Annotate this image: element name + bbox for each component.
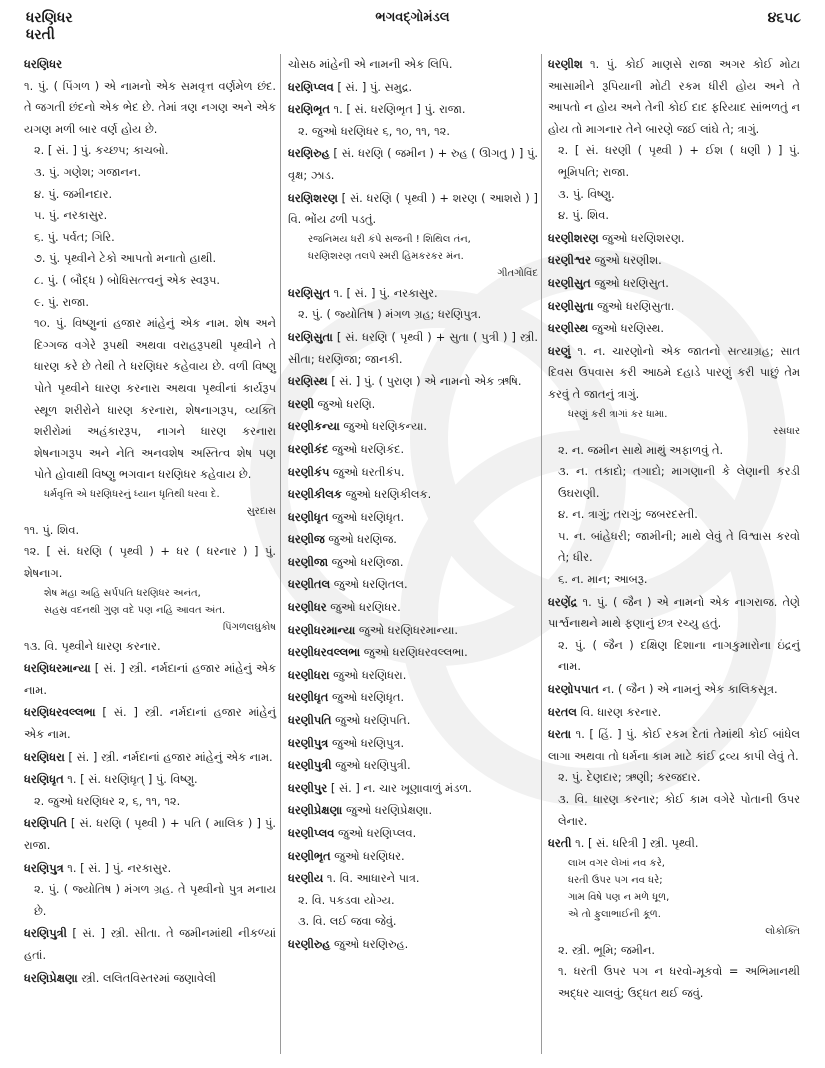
definition: [ સં. ] સ્ત્રી. સીતા. તે જમીનમાંથી નીકળ્યાં હતાં. <box>24 926 276 962</box>
headword: ધરણિભૃત <box>288 102 330 117</box>
headword: ધરણિધર <box>24 57 62 71</box>
entry-line <box>548 679 800 701</box>
definition: જુઓ ધરણિકન્યા. <box>343 419 428 434</box>
headword: ધરણીભૃત <box>288 848 331 863</box>
dictionary-entry <box>288 462 538 484</box>
entry-line <box>288 188 538 231</box>
headword: ધરણીધર <box>288 600 327 615</box>
headword: ધરણીધૃત <box>288 509 329 524</box>
entry-line <box>288 552 538 574</box>
dictionary-entry <box>288 77 538 99</box>
headword: ધરણિધરા <box>24 749 65 764</box>
entry-line <box>288 778 538 800</box>
definition: ૧. [ સં. ધરણિધૃત્ ] પું. વિષ્ણુ. <box>67 772 198 787</box>
headword: ધરણિસ્થ <box>288 374 328 389</box>
dictionary-entry <box>288 868 538 933</box>
headword: ધરણીકીલક <box>288 487 342 502</box>
quotation-line: ધરણું કરી ત્રાગાં કર ધામા. <box>568 408 668 420</box>
sense: ૨. સ્ત્રી. ભૂમિ; જમીન. <box>558 942 656 957</box>
headword: ધરણીય <box>288 871 324 886</box>
dictionary-entry <box>288 642 538 664</box>
headword: ધરણિપ્લવ <box>288 79 334 94</box>
dictionary-entry <box>288 552 538 574</box>
entry-line <box>548 724 800 767</box>
dictionary-entry <box>288 665 538 687</box>
entry-line <box>288 620 538 642</box>
entry-line <box>288 800 538 822</box>
dictionary-entry <box>288 529 538 551</box>
entry-line <box>548 592 800 635</box>
headword: ધરણીતલ <box>288 577 331 592</box>
entry-line <box>548 228 800 250</box>
entry-line <box>24 813 276 856</box>
entry-line <box>548 250 800 272</box>
sense: ૩. વિ. લઈ જવા જેવું. <box>298 914 397 929</box>
entry-line <box>288 439 538 461</box>
page-header <box>0 0 825 58</box>
definition: ૧. [ સં. ધરિત્રી ] સ્ત્રી. પૃથ્વી. <box>575 836 699 851</box>
definition: ૧. [ સં. ] પું. નરકાસુર. <box>67 860 172 875</box>
dictionary-entry <box>24 769 276 812</box>
headword: ધરણીપુર <box>288 780 328 795</box>
definition: સ્ત્રી. લલિતવિસ્તરમાં જણાવેલી <box>81 970 216 985</box>
dictionary-entry <box>288 371 538 393</box>
entry-line <box>548 54 800 140</box>
dictionary-entry <box>288 394 538 416</box>
dictionary-entry <box>288 733 538 755</box>
headword: ધરણિસુત <box>288 285 331 300</box>
headword: ધરણી <box>288 396 314 411</box>
headword: ધરણીપુત્રી <box>288 758 332 773</box>
definition: જુઓ ધરણિધરવલ્લભા. <box>363 645 468 660</box>
entry-line <box>288 846 538 868</box>
book-title: ભગવદ્ગોમંડલ <box>375 10 450 25</box>
entry-line <box>548 833 800 855</box>
definition: જુઓ ધરણિસુત. <box>594 275 669 290</box>
dictionary-entry <box>548 54 800 227</box>
headword: ધરતી <box>548 836 572 851</box>
definition: ચોસઠ માંહેની એ નામની એક લિપિ. <box>288 57 453 71</box>
sense: ૬. ન. માન; આબરૂ. <box>558 572 648 587</box>
entry-line <box>288 143 538 186</box>
sense: ૨. ન. જમીન સાથે માથું અફાળવું તે. <box>558 442 724 457</box>
headword: ધરણિધરમાન્યા <box>24 661 91 676</box>
quotation-line: ધર્મવૃત્તિ એ ધરણિધરનું ધ્યાન ધૃતિથી ધરવા દે. <box>44 488 220 500</box>
sense: ૪. પું. શિવ. <box>558 208 610 223</box>
definition: જુઓ ધરણિપ્લવ. <box>338 826 417 840</box>
quotation-line: ગામ વિષે પણ ન મળે ધૂળ, <box>568 891 670 903</box>
sense: ૨. જુઓ ધરણિધર ૨, ૬, ૧૧, ૧૨. <box>34 793 181 808</box>
headword: ધરણીરુહ <box>288 936 331 951</box>
definition: જુઓ ધરણિસુતા. <box>597 298 675 313</box>
definition: જુઓ ધરણિશરણ. <box>602 230 685 245</box>
sense: ૨. પું. દેણદાર; ઋણી; કરજદાર. <box>558 770 701 785</box>
sense: ૨. પું. ( જૈન ) દક્ષિણ દિશાના નાગકુમારોના ઇંદ્રનું નામ. <box>558 637 800 674</box>
dictionary-entry <box>548 273 800 295</box>
dictionary-entry <box>288 620 538 642</box>
definition: [ સં. ] ન. ચાર ખૂણાવાળું મંડળ. <box>330 780 472 795</box>
definition: જુઓ ધરણિધર. <box>334 848 405 863</box>
column-divider <box>280 54 281 1054</box>
dictionary-entry <box>548 296 800 318</box>
dictionary-entry <box>548 833 800 1004</box>
headword: ધરણિશરણ <box>288 190 338 205</box>
headword: ધરણીધરવલ્લભા <box>288 645 361 660</box>
headword: ધરણીપ્લવ <box>288 826 335 840</box>
definition: [ સં. ] સ્ત્રી. નર્મદાનાં હજાર માંહેનું એક નામ. <box>24 705 276 742</box>
dictionary-entry <box>288 800 538 822</box>
dictionary-entry <box>548 228 800 250</box>
definition: જુઓ ધરણીશ. <box>594 253 662 268</box>
quotation-line: રજનિમય ધરી કંપે સજની ! શિથિલ તંન, <box>308 233 471 245</box>
dictionary-entry <box>288 143 538 186</box>
definition: જુઓ ધરણિતલ. <box>333 577 408 592</box>
dictionary-entry <box>548 592 800 678</box>
definition: જુઓ ધરણિજ. <box>328 532 397 547</box>
column-3 <box>548 54 800 1006</box>
quotation-source: પિંગળલઘુકોષ <box>222 621 276 633</box>
entry-line <box>288 529 538 551</box>
entry-line <box>24 747 276 769</box>
entry-line <box>24 769 276 791</box>
headword: ધરણીજ <box>288 532 325 547</box>
headword: ધરણિધૃત <box>24 772 64 787</box>
headword: ધરણીકંપ <box>288 464 330 479</box>
dictionary-entry <box>24 747 276 769</box>
dictionary-entry <box>548 679 800 701</box>
dictionary-entry <box>288 99 538 142</box>
dictionary-entry <box>548 702 800 724</box>
entry-line <box>288 462 538 484</box>
definition: ૧. [ સં. ] પું. નરકાસુર. <box>333 285 438 300</box>
dictionary-entry <box>288 484 538 506</box>
idiom: ૧. ધરતી ઉપર પગ ન ધરવો-મૂકવો = અભિમાનથી અદ્ધર ચાલવું; ઉદ્ધત થઈ જવું. <box>558 964 800 1000</box>
sense: ૧. પું. ( પિંગળ ) એ નામનો એક સમવૃત્ત વર્ણમેળ છંદ. તે જગતી છંદનો એક ભેદ છે. તેમાં ત્રણ નગણ અને એક યગણ મળી બાર વર્ણ હોય છે. <box>24 78 276 136</box>
entry-line <box>288 934 538 956</box>
entry-line <box>288 327 538 370</box>
definition: ૧. [ હિં. ] પું. કોઈ રકમ દેતાં તેમાંથી કોઈ બાંધેલ લાગા અથવા તો ધર્મના કામ માટે કાંઈ દ્રવ્ય કાપી લેવું તે. <box>548 727 801 763</box>
guide-word-last: ધરતી <box>26 27 55 43</box>
definition: ૧. ન. ચારણોનો એક જાતનો સત્યાગ્રહ; સાત દિવસ ઉપવાસ કરી આઠમે દહાડે પારણું કરી પાછું તેમ કરવું તે જાતનું ત્રાગું. <box>548 343 800 401</box>
sense: ૩. પું. ગણેશ; ગજાનન. <box>34 164 141 179</box>
sense: ૧૩. વિ. પૃથ્વીને ધારણ કરનાર. <box>24 638 161 653</box>
dictionary-entry <box>548 724 800 832</box>
headword: ધરતલ <box>548 704 577 719</box>
quotation-line: ધરણિશરણ તલપે સ્મરી હિમકરકર મંન. <box>308 250 464 262</box>
headword: ધરણીશરણ <box>548 230 599 245</box>
headword: ધરણિરુહ <box>288 146 330 161</box>
definition: [ સં. ] પું. સમુદ્ર. <box>337 79 413 94</box>
definition: [ સં. ] સ્ત્રી. નર્મદાનાં હજાર માંહેનું એક નામ. <box>68 749 273 764</box>
entry-line <box>288 642 538 664</box>
dictionary-entry <box>288 934 538 956</box>
headword: ધરણીસુત <box>548 275 591 290</box>
sense: ૨. વિ. પકડવા યોગ્ય. <box>298 892 395 907</box>
definition: જુઓ ધરણિપ્રેક્ષણા. <box>345 803 433 818</box>
headword: ધરણિપતિ <box>24 816 67 831</box>
quotation-source: લોકોક્તિ <box>765 925 800 937</box>
headword: ધરણીકંદ <box>288 441 329 456</box>
sense: ૨. જુઓ ધરણિધર ૬, ૧૦, ૧૧, ૧૨. <box>298 123 450 138</box>
headword: ધરણીકન્યા <box>288 419 340 434</box>
dictionary-entry <box>24 658 276 701</box>
headword: ધરણીપુત્ર <box>288 735 329 750</box>
quotation-source: સુરદાસ <box>246 505 276 517</box>
definition: જુઓ ધરણિ. <box>317 396 376 411</box>
headword: ધરણીસુતા <box>548 298 594 313</box>
sense: ૫. ન. બાંહેધરી; જામીની; માથે લેવું તે વિશ્વાસ કરવો તે; ધીર. <box>558 528 800 565</box>
definition: [ સં. ] સ્ત્રી. નર્મદાનાં હજાર માંહેનું એક નામ. <box>24 661 277 697</box>
sense: ૭. પું. પૃથ્વીને ટેકો આપતો મનાતો હાથી. <box>34 251 217 266</box>
headword: ધરણીસ્થ <box>548 321 589 336</box>
entry-line <box>24 968 276 990</box>
entry-line <box>24 54 276 140</box>
headword: ધરણીધરમાન્યા <box>288 622 356 637</box>
dictionary-entry <box>288 597 538 619</box>
entry-line <box>288 687 538 709</box>
definition: જુઓ ધરણિધૃત. <box>331 509 405 524</box>
sense: ૪. ન. ત્રાગું; તરાગું; જબરદસ્તી. <box>558 507 698 522</box>
dictionary-entry <box>288 778 538 800</box>
dictionary-entry <box>288 54 538 76</box>
entry-line <box>288 755 538 777</box>
headword: ધરણિપુત્રી <box>24 926 67 941</box>
entry-line <box>288 484 538 506</box>
definition: ૧. વિ. આધારને પાત્ર. <box>326 871 420 886</box>
guide-word-first: ધરણિધર <box>26 10 73 26</box>
headword: ધરણીપતિ <box>288 713 332 728</box>
entry-line <box>288 823 538 845</box>
sense: ૬. પું. પર્વત; ગિરિ. <box>34 229 115 244</box>
entry-line <box>288 665 538 687</box>
dictionary-entry <box>548 318 800 340</box>
quotation-line: ધરતી ઉપર પગ નવ ધરે; <box>568 874 663 886</box>
entry-line <box>24 658 276 701</box>
dictionary-entry <box>24 968 276 990</box>
headword: ધરણીજા <box>288 554 328 569</box>
headword: ધરણિધરવલ્લભા <box>24 705 96 720</box>
headword: ધરણિસુતા <box>288 329 333 344</box>
definition: [ સં. ] પું. ( પુરાણ ) એ નામનો એક ઋષિ. <box>331 374 522 389</box>
sense: ૩. વિ. ધારણ કરનાર; કોઈ કામ વગેરે પોતાની ઉપર લેનાર. <box>558 792 800 828</box>
dictionary-entry <box>288 823 538 845</box>
entry-line <box>288 507 538 529</box>
entry-line <box>288 710 538 732</box>
quotation-line: શેષ મહા અહિ સર્પપતિ ધરણિધર અનંત, <box>44 587 201 599</box>
sense: ૩. પું. વિષ્ણુ. <box>558 186 615 201</box>
entry-line <box>288 77 538 99</box>
dictionary-entry <box>288 416 538 438</box>
dictionary-entry <box>548 341 800 591</box>
headword: ધરણીશ્વર <box>548 253 591 268</box>
column-1 <box>24 54 276 990</box>
headword: ધરણિપ્રેક્ષણા <box>24 970 78 985</box>
entry-line <box>288 54 538 76</box>
sense: ૮. પું. ( બૌદ્ધ ) બોધિસત્ત્વનું એક સ્વરૂપ. <box>34 272 221 287</box>
sense: ૫. પું. નરકાસુર. <box>34 208 108 223</box>
dictionary-entry <box>24 923 276 966</box>
entry-line <box>24 923 276 966</box>
definition: જુઓ ધરણિપુત્રી. <box>335 758 411 773</box>
definition: ૧. પું. ( જૈન ) એ નામનો એક નાગરાજ. તેણે પાર્શ્વનાથને માથે ફણાનું છત્ર રચ્યુ હતું. <box>548 594 800 631</box>
sense: ૧૧. પું. શિવ. <box>24 522 80 537</box>
sense: ૨. પું. ( જ્યોતિષ ) મંગળ ગ્રહ. તે પૃથ્વીનો પુત્ર મનાય છે. <box>34 882 276 918</box>
definition: જુઓ ધરણિધરમાન્યા. <box>358 622 459 637</box>
entry-line <box>548 296 800 318</box>
definition: જુઓ ધરણિધર. <box>330 600 401 615</box>
quotation-line: સહસ્ર વદનથી ગુણ વદે પણ નહિ આવત અંત. <box>44 604 226 616</box>
definition: જુઓ ધરણિજા. <box>331 554 404 569</box>
sense: ૧૦. પું. વિષ્ણુનાં હજાર માંહેનું એક નામ. શેષ અને દિગ્ગજ વગેરે રૂપથી અથવા વરાહરૂપથી પૃથ્વીને તે ધારણ કરે છે તેથી તે ધરણિધર કહેવાય છે. વળી વિષ્ણુ પોતે પૃથ્વીને ધારણ કરનારા અથવા પૃથ્વીનાં કાર્યરૂપ સ્થૂળ શરીરોને ધારણ કરનારા, શેષનાગરૂપ, વ્યક્તિ શરીરોમાં અહંકારરૂપ, નાગને ધારણ કરનારા શેષનાગરૂપ અને નેતિ અનવશેષ અસ્તિત્વ શેષ પણ પોતે હોવાથી વિષ્ણુ ભગવાન ધરણિધર કહેવાય છે. <box>34 316 276 482</box>
dictionary-entry <box>548 250 800 272</box>
definition: જુઓ ધરણિરુહ. <box>334 936 409 951</box>
headword: ધરણીધૃત <box>288 690 329 705</box>
definition: ૧. [ સં. ધરણિભૃત ] પું. રાજા. <box>333 102 466 117</box>
sense: ૩. ન. તકાદો; તગાદો; માગણાની કે લેણાની કરડી ઉઘરાણી. <box>558 464 800 500</box>
definition: [ સં. ધરણિ ( પૃથ્વી ) + સુતા ( પુત્રી ) ] સ્ત્રી. સીતા; ધરણિજા; જાનકી. <box>288 329 538 366</box>
dictionary-entry <box>288 283 538 326</box>
entry-line <box>24 858 276 880</box>
dictionary-entry <box>288 574 538 596</box>
sense: ૨. પું. ( જ્યોતિષ ) મંગળ ગ્રહ; ધરણિપુત્ર. <box>298 307 482 322</box>
entry-line <box>548 702 800 724</box>
definition: જુઓ ધરતીકંપ. <box>332 464 405 479</box>
entry-line <box>288 416 538 438</box>
definition: જુઓ ધરણિકીલક. <box>345 487 432 502</box>
sense: ૪. પું. જમીનદાર. <box>34 186 113 201</box>
headword: ધરણીધરા <box>288 667 330 682</box>
headword: ધરણીપ્રેક્ષણા <box>288 803 343 818</box>
definition: ન. ( જૈન ) એ નામનું એક કાલિકસૂત્ર. <box>602 682 778 697</box>
entry-line <box>288 733 538 755</box>
sense: ૯. પું. રાજા. <box>34 294 89 309</box>
definition: [ સં. ધરણિ ( પૃથ્વી ) + શરણ ( આશરો ) ] વિ. ભોંય ઢળી પડતું. <box>288 190 538 227</box>
entry-line <box>288 574 538 596</box>
column-2 <box>288 54 538 957</box>
dictionary-entry <box>288 439 538 461</box>
entry-line <box>288 371 538 393</box>
entry-line <box>288 597 538 619</box>
definition: [ સં. ધરણિ ( જમીન ) + રુહ ( ઊગતુ ) ] પું. વૃક્ષ; ઝાડ. <box>288 146 539 182</box>
sense: ૨. [ સં. ] પું. કચ્છપ; કાચબો. <box>34 143 169 158</box>
quotation-source: ગીતગોવિંદ <box>497 267 538 279</box>
definition: [ સં. ધરણિ ( પૃથ્વી ) + પતિ ( માલિક ) ] પું. રાજા. <box>24 816 276 852</box>
definition: વિ. ધારણ કરનાર. <box>580 704 662 719</box>
entry-line <box>548 273 800 295</box>
headword: ધરણું <box>548 343 571 358</box>
quotation-line: લાખ વગર લેખાં નવ કરે, <box>568 857 665 869</box>
column-divider <box>541 54 542 1054</box>
definition: જુઓ ધરણિપુત્ર. <box>331 735 405 750</box>
definition: જુઓ ધરણિધરા. <box>333 667 407 682</box>
entry-line <box>288 868 538 890</box>
headword: ધરણીશ <box>548 57 583 71</box>
quotation-source: રસધાર <box>773 425 800 437</box>
definition: જુઓ ધરણિધૃત. <box>331 690 405 705</box>
headword: ધરણેંદ્ર <box>548 594 578 609</box>
quotation-line: એ તો ફુલાભાઈની કૂળ. <box>568 908 661 920</box>
entry-line <box>548 318 800 340</box>
dictionary-entry <box>288 846 538 868</box>
dictionary-entry <box>288 188 538 282</box>
headword: ધરણોપપાત <box>548 682 599 697</box>
entry-line <box>288 394 538 416</box>
entry-line <box>548 341 800 406</box>
entry-line <box>288 283 538 305</box>
dictionary-entry <box>288 710 538 732</box>
definition: ૧. પું. કોઈ માણસે રાજા અગર કોઈ મોટા આસામીને રૂપિયાની મોટી રકમ ધીરી હોય અને તે આપતો ન હોય અને તેની કોઈ દાદ ફરિયાદ સાંભળતું ન હોય તો માગનાર તેને બારણે જઈ લાંઘે તે; ત્રાગું. <box>548 57 800 136</box>
dictionary-entry <box>24 813 276 856</box>
headword: ધરણિપુત્ર <box>24 860 64 875</box>
dictionary-entry <box>288 327 538 370</box>
page-number: ૪૬૫૮ <box>767 10 801 26</box>
dictionary-entry <box>24 54 276 657</box>
sense: ૨. [ સં. ધરણી ( પૃથ્વી ) + ઈશ ( ધણી ) ] પું. ભૂમિપતિ; રાજા. <box>558 143 800 179</box>
entry-line <box>288 99 538 121</box>
definition: જુઓ ધરણિપતિ. <box>335 713 411 728</box>
definition: જુઓ ધરણિસ્થ. <box>591 321 665 336</box>
headword: ધરતા <box>548 727 572 742</box>
dictionary-entry <box>288 687 538 709</box>
entry-line <box>24 702 276 745</box>
dictionary-entry <box>288 755 538 777</box>
dictionary-entry <box>24 858 276 923</box>
definition: જુઓ ધરણિકંદ. <box>331 441 405 456</box>
dictionary-entry <box>288 507 538 529</box>
dictionary-entry <box>24 702 276 745</box>
sense: ૧૨. [ સં. ધરણિ ( પૃથ્વી ) + ધર ( ધરનાર ) ] પું. શેષનાગ. <box>24 544 276 581</box>
